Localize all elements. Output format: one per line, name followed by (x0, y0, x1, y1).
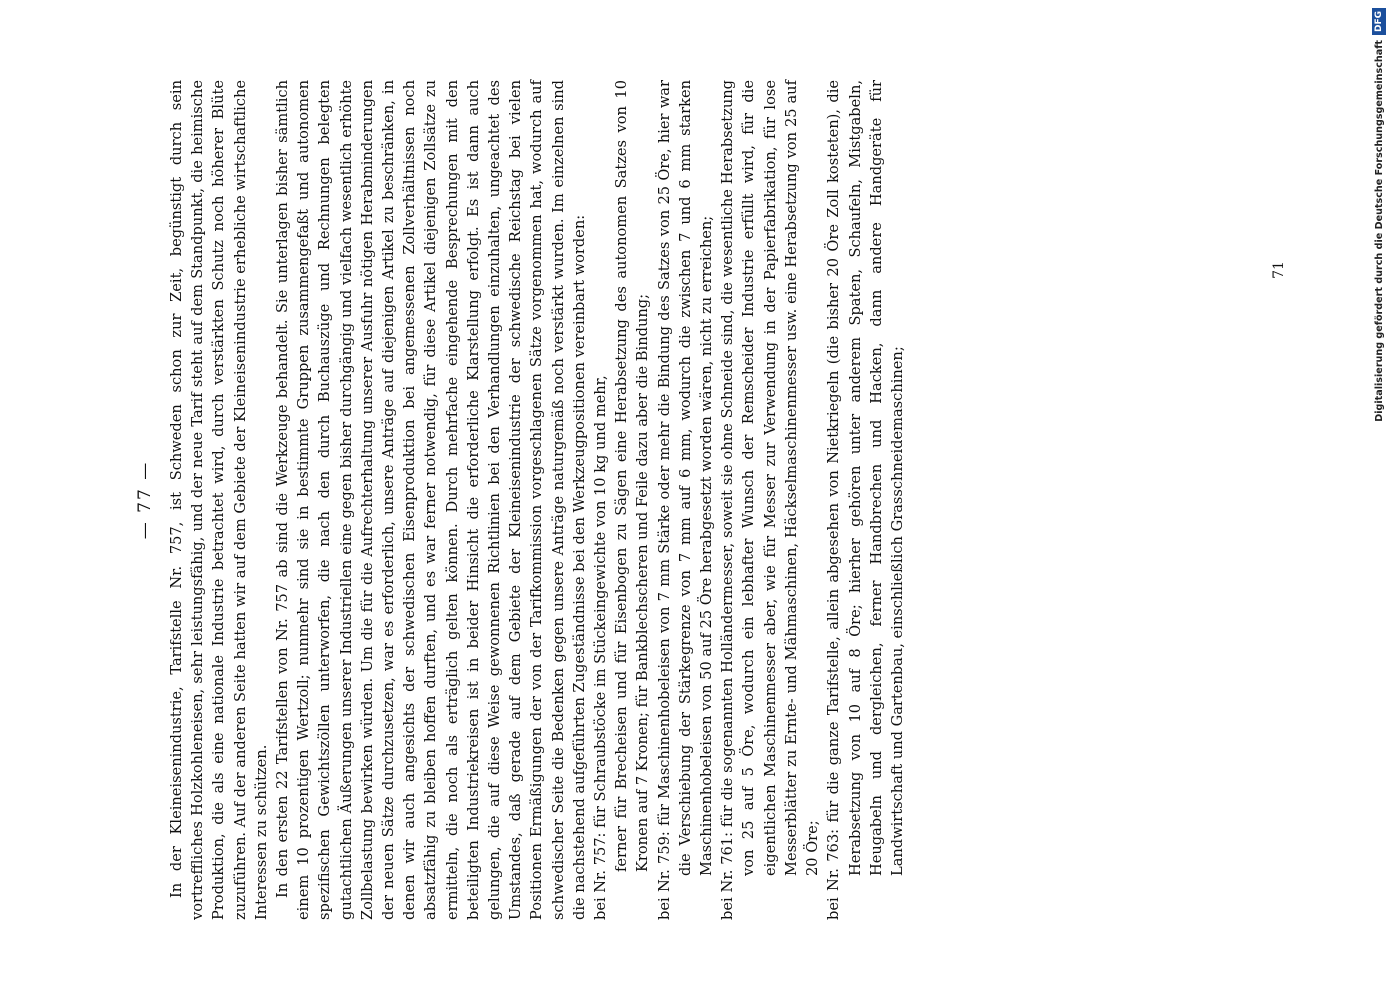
credit-text: Digitalisierung gefördert durch die Deutsche Forschungsgemeinschaft (1373, 40, 1385, 422)
item-nr-757-continuation: ferner für Brecheisen und für Eisenbogen zu Sägen eine Herabsetzung des autonomen Satzes von 10 Kronen auf 7 Kronen; für Bankblechscheren und Feile dazu aber die Bindung; (613, 80, 652, 872)
page-folio-number: 71 (1270, 261, 1287, 279)
digitization-credit (1368, 8, 1390, 988)
document-body (166, 80, 908, 920)
dfg-logo: DFG (1372, 8, 1386, 35)
item-nr-761: bei Nr. 761: für die sogenannten Holländermesser, soweit sie ohne Schneide sind, die wesentliche Herabsetzung von 25 auf 5 Öre, wodurch ein lebhafter Wunsch der Remscheider Industrie erfüllt wird, für die eigentlichen Maschinenmesser aber, wie für Messer zur Verwendung in der Papierfabrikation, für lose Messerblätter zu Ernte- und Mähmaschinen, Häckselmaschinenmesser usw. eine Herabsetzung von 25 auf 20 Öre; (719, 80, 822, 920)
credit-line (1368, 8, 1390, 988)
item-nr-759: bei Nr. 759: für Maschinenhobeleisen von 7 mm Stärke oder mehr die Bindung des Satzes von 25 Öre, hier war die Verschiebung der Stärkegrenze von 7 mm auf 6 mm, wodurch die zwischen 7 und 6 mm starken Maschinenhobeleisen von 50 auf 25 Öre herabgesetzt worden wären, nicht zu erreichen; (655, 80, 716, 920)
rotated-page (130, 80, 906, 920)
item-nr-763: bei Nr. 763: für die ganze Tarifstelle, allein abgesehen von Nietkriegeln (die bisher 20 Öre Zoll kosteten), die Herabsetzung von 10 auf 8 Öre; hierher gehören unter anderem Spaten, Schaufeln, Mistgabeln, Heugabeln und dergleichen, ferner Handbrechen und Hacken, dann andere Handgeräte für Landwirtschaft und Gartenbau, einschließlich Grasschneidemaschinen; (825, 80, 906, 920)
paragraph-werkzeuge: In den ersten 22 Tarifstellen von Nr. 757 ab sind die Werkzeuge behandelt. Sie unterlagen bisher sämtlich einem 10 prozentigen Wertzoll; nunmehr sind sie in bestimmte Gruppen zusammengefaßt und autonomen spezifischen Gewichtszöllen unterworfen, die nach den durch Buchauszüge und Rechnungen belegten gutachtlichen Äußerungen unserer Industriellen eine gegen bisher durchgängig und vielfach wesentlich erhöhte Zollbelastung bewirken würden. Um die für die Aufrechterhaltung unserer Ausfuhr nötigen Herabminderungen der neuen Sätze durchzusetzen, war es erforderlich, unsere Anträge auf diejenigen Artikel zu beschränken, in denen wir auch angesichts der schwedischen Eisenproduktion bei angemessenen Zollverhältnissen noch absatzfähig zu bleiben hoffen durften, und es war ferner notwendig, für diese Artikel diejenigen Zollsätze zu ermitteln, die noch als erträglich gelten können. Durch mehrfache eingehende Besprechungen mit den beteiligten Industriekreisen ist in beider Hinsicht die erforderliche Klarstellung erfolgt. Es ist dann auch gelungen, die auf diese Weise gewonnenen Richtlinien bei den Verhandlungen einzuhalten, ungeachtet des Umstandes, daß gerade auf dem Gebiete der Kleineisenindustrie der schwedische Reichstag bei vielen Positionen Ermäßigungen der von der Tarifkommission vorgeschlagenen Sätze vorgenommen hat, wodurch auf schwedischer Seite die Bedenken gegen unsere Anträge naturgemäß noch verstärkt wurden. Im einzelnen sind die nachstehend aufgeführten Zugeständnisse bei den Werkzeugpositionen vereinbart worden: (274, 80, 588, 920)
item-nr-757: bei Nr. 757: für Schraubstöcke im Stückeingewichte von 10 kg und mehr, (592, 375, 610, 920)
page-header: — 77 — (135, 460, 155, 540)
paragraph-kleineisenindustrie: In der Kleineisenindustrie, Tarifstelle Nr. 757, ist Schweden schon zur Zeit, begünstigt durch sein vortreffliches Holzkohleneisen, sehr leistungsfähig, und der neue Tarif steht auf dem Standpunkt, die heimische Produktion, die als eine nationale Industrie betrachtet wird, durch verstärkten Schutz noch höherer Blüte zuzuführen. Auf der anderen Seite hatten wir auf dem Gebiete der Kleineisenindustrie erhebliche wirtschaftliche Interessen zu schützen. (168, 80, 270, 920)
